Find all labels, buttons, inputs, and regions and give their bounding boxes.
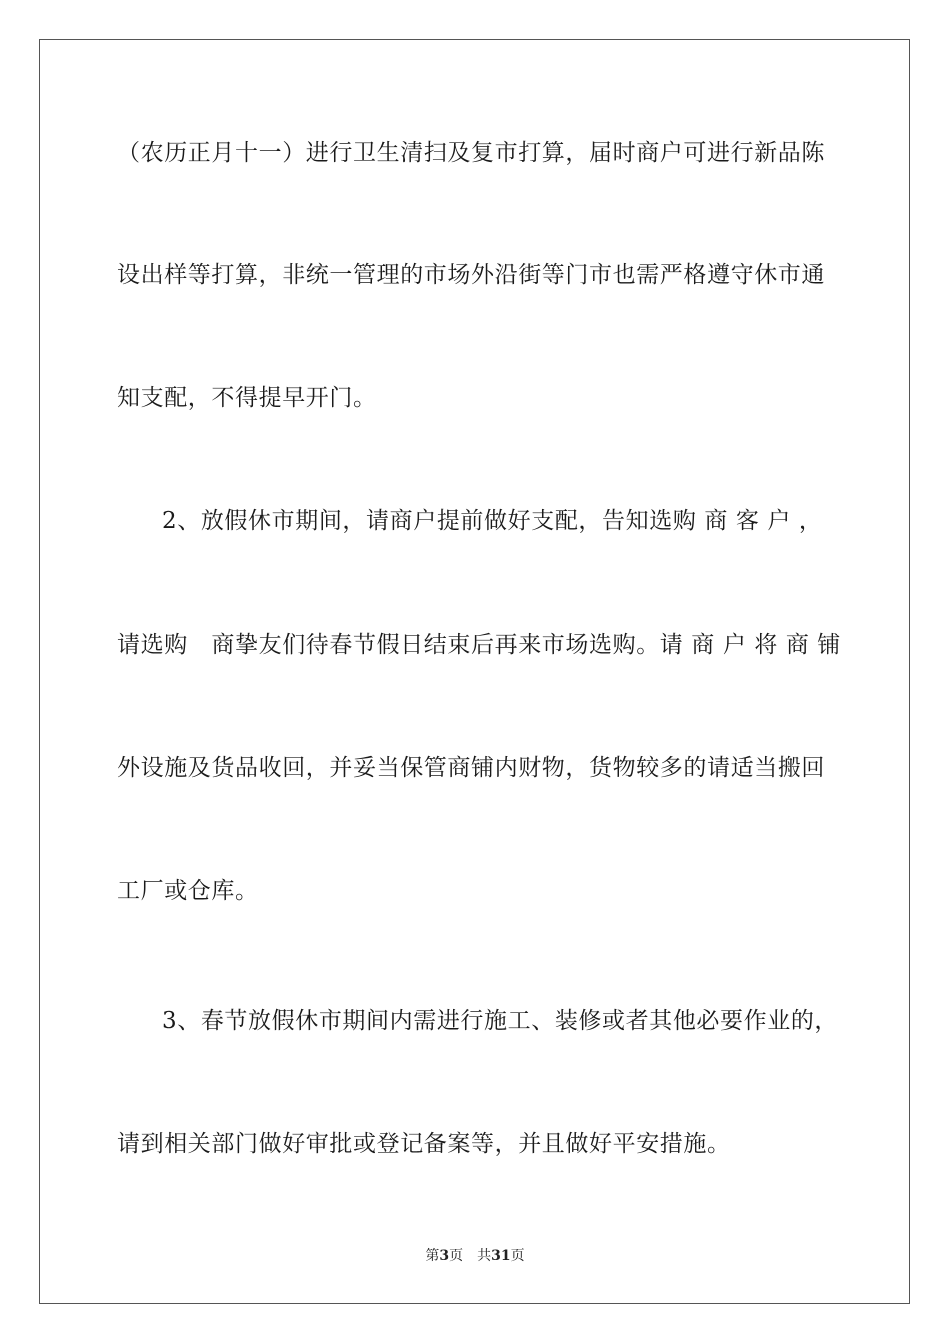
paragraph-1-line-1: （农历正月十一）进行卫生清扫及复市打算，届时商户可进行新品陈 [117, 140, 825, 166]
page-prefix: 第 [425, 1248, 440, 1264]
page-footer [0, 1247, 950, 1265]
paragraph-2-line-4: 工厂或仓库。 [117, 878, 259, 904]
paragraph-1-line-2: 设出样等打算，非统一管理的市场外沿街等门市也需严格遵守休市通 [117, 262, 825, 288]
paragraph-3-line-2: 请到相关部门做好审批或登记备案等，并且做好平安措施。 [117, 1131, 731, 1157]
page-suffix: 页 [449, 1248, 464, 1264]
paragraph-2-line-2: 请选购 商挚友们待春节假日结束后再来市场选购。请 商 户 将 商 铺 [117, 632, 841, 658]
paragraph-2-line-3: 外设施及货品收回，并妥当保管商铺内财物，货物较多的请适当搬回 [117, 755, 825, 781]
total-suffix: 页 [510, 1248, 525, 1264]
page-number: 3 [439, 1248, 450, 1264]
paragraph-1-line-3: 知支配，不得提早开门。 [117, 385, 377, 411]
paragraph-3-line-1: 3、春节放假休市期间内需进行施工、装修或者其他必要作业的， [162, 1008, 839, 1034]
total-pages: 31 [491, 1248, 511, 1264]
page-border [39, 39, 910, 1304]
total-prefix: 共 [477, 1248, 492, 1264]
paragraph-2-line-1: 2、放假休市期间，请商户提前做好支配，告知选购 商 客 户 ， [162, 508, 823, 534]
